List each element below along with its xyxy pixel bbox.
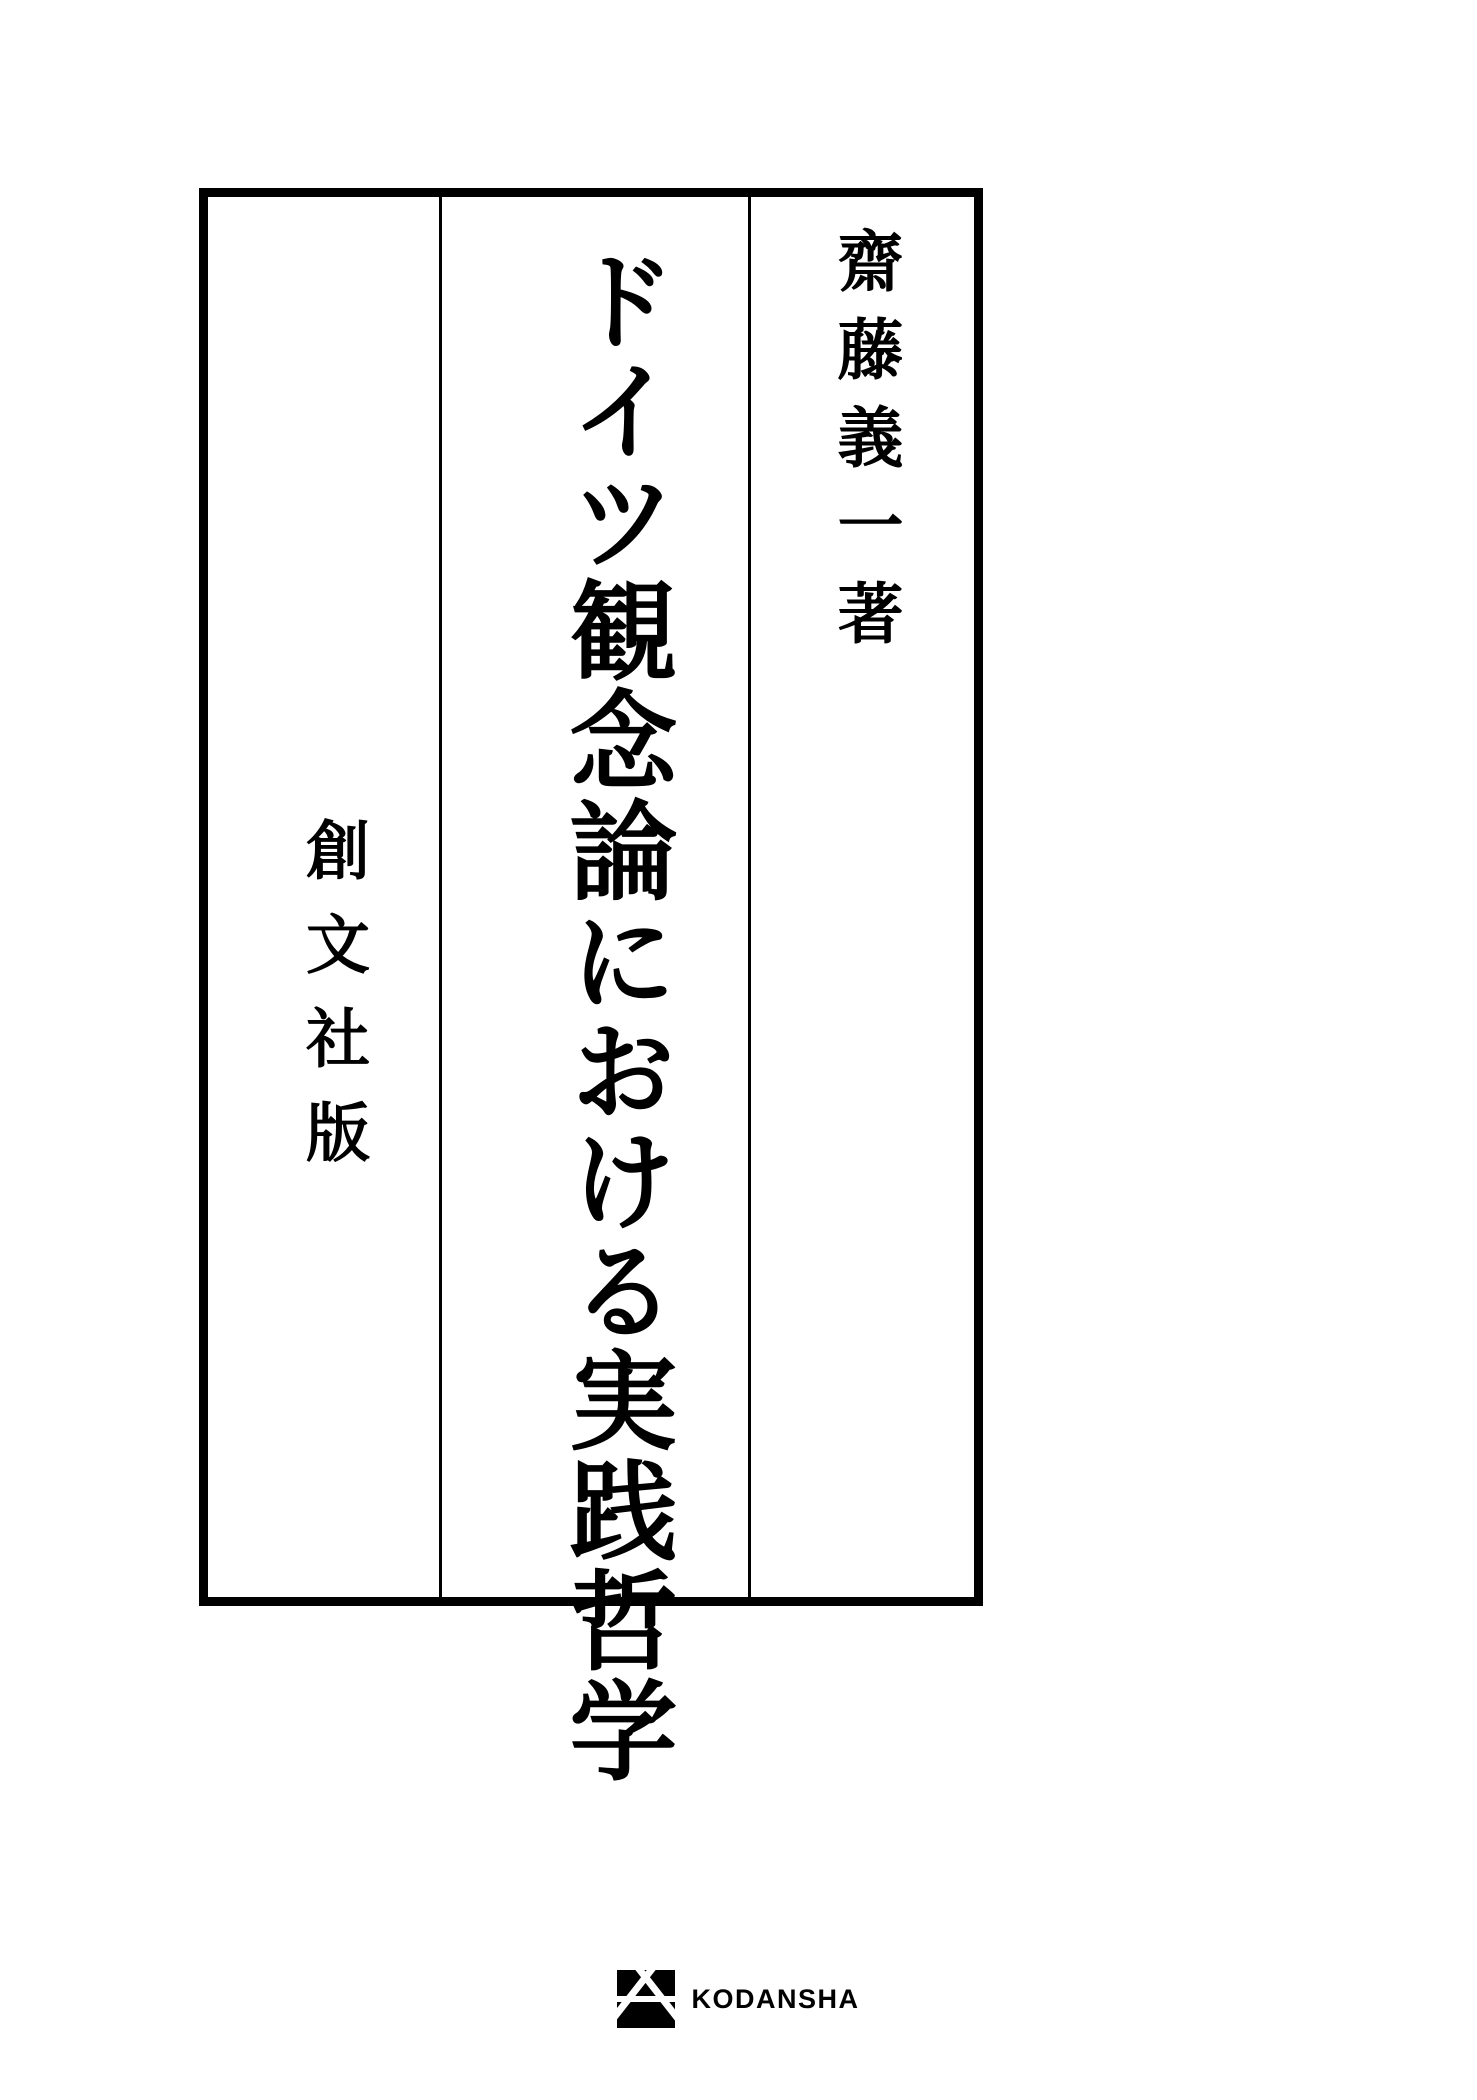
cover-divider-right bbox=[748, 197, 751, 1597]
book-author: 齋藤義一著 bbox=[826, 227, 904, 667]
book-publisher: 創文社版 bbox=[295, 817, 370, 1193]
kodansha-logo-icon bbox=[617, 1970, 675, 2028]
publisher-logo bbox=[0, 1970, 1477, 2028]
book-title: ドイツ観念論における実践哲学 bbox=[551, 245, 677, 1785]
cover-divider-left bbox=[439, 197, 442, 1597]
kodansha-logo-text: KODANSHA bbox=[691, 1983, 860, 2014]
book-cover bbox=[199, 188, 983, 1785]
kodansha-logo-bar bbox=[617, 1996, 675, 2002]
